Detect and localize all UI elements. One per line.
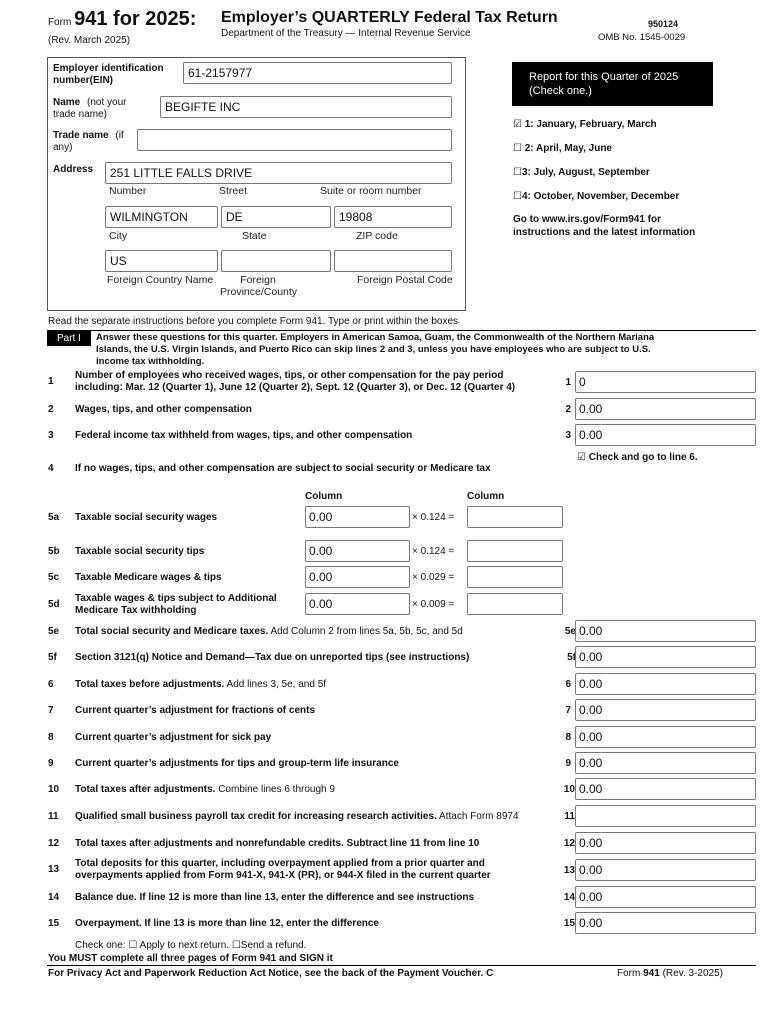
line-2-box-number: 2 [565, 404, 571, 415]
line-6-box-number: 6 [565, 679, 571, 690]
line-14-field[interactable]: 0.00 [575, 886, 756, 908]
line-5b-number: 5b [48, 546, 60, 557]
line-5b-column2[interactable] [467, 540, 563, 562]
line-5d-column2[interactable] [467, 593, 563, 615]
line-5d-text [75, 593, 277, 617]
ein-field[interactable]: 61-2157977 [183, 62, 452, 84]
line-5c-number: 5c [48, 572, 60, 583]
line-5d-text-1: Taxable wages & tips subject to Additional [75, 593, 277, 604]
line-1-number: 1 [48, 376, 54, 387]
line-9-text: Current quarter’s adjustments for tips and group-term life insurance [75, 758, 399, 769]
line-11-number: 11 [48, 811, 59, 822]
quarter-3-label: 3: July, August, September [521, 167, 650, 178]
line-5d-text-2: Medicare Tax withholding [75, 605, 197, 616]
quarter-2-label: 2: April, May, June [524, 143, 612, 154]
footer-form-id [617, 968, 723, 979]
province-field[interactable] [221, 250, 331, 272]
line-5e-box-number: 5e [564, 626, 576, 637]
quarter-4-label: 4: October, November, December [521, 191, 680, 202]
line-7-text: Current quarter’s adjustment for fractions of cents [75, 705, 316, 716]
line-6-normal: Add lines 3, 5e, and 5f [224, 679, 327, 690]
quarter-1-label: 1: January, February, March [524, 119, 657, 130]
line-14-box-number: 14 [563, 892, 575, 903]
line-11-field[interactable] [575, 805, 756, 827]
city-label: City [109, 230, 128, 242]
line-7-box-number: 7 [565, 705, 571, 716]
city-field[interactable]: WILMINGTON [105, 206, 218, 228]
line-12-box-number: 12 [563, 838, 575, 849]
line-5c-multiplier: × 0.029 = [412, 572, 455, 583]
line-13-text [75, 858, 491, 882]
footer-form-num: 941 [643, 968, 660, 979]
main-title: Employer’s QUARTERLY Federal Tax Return [221, 9, 558, 26]
line-4-text: If no wages, tips, and other compensation are subject to social security or Medicare tax [75, 463, 491, 474]
line-1-text-1: Number of employees who received wages, tips, or other compensation for the pay period [75, 370, 504, 381]
line-15-text: Overpayment. If line 13 is more than line 12, enter the difference [75, 918, 379, 929]
foreign-province-label [220, 274, 296, 298]
line-13-box-number: 13 [563, 865, 575, 876]
line-15-box-number: 15 [563, 918, 575, 929]
line-5f-text: Section 3121(q) Notice and Demand—Tax due on unreported tips (see instructions) [75, 652, 470, 663]
goto-line2: instructions and the latest information [513, 227, 696, 238]
postal-field[interactable] [334, 250, 452, 272]
line-10-field[interactable]: 0.00 [575, 778, 756, 800]
trade-name-field[interactable] [137, 129, 452, 151]
line-10-normal: Combine lines 6 through 9 [215, 784, 335, 795]
line-5f-number: 5f [48, 652, 57, 663]
line-7-field[interactable]: 0.00 [575, 699, 756, 721]
line-5d-multiplier: × 0.009 = [412, 599, 455, 610]
line-1-text [75, 370, 515, 394]
line-4-number: 4 [48, 463, 54, 474]
state-label: State [242, 230, 267, 242]
country-field[interactable]: US [105, 250, 218, 272]
street-field[interactable]: 251 LITTLE FALLS DRIVE [105, 162, 452, 184]
suite-label: Suite or room number [320, 185, 422, 197]
form-code: 950124 [648, 19, 679, 29]
line-3-box-number: 3 [565, 430, 571, 441]
line-4-checkbox[interactable]: ☑ Check and go to line 6. [577, 452, 698, 463]
line-5b-text: Taxable social security tips [75, 546, 205, 557]
foreign-postal-label: Foreign Postal Code [357, 274, 453, 286]
line-3-text: Federal income tax withheld from wages, tips, and other compensation [75, 430, 413, 441]
name-label-note: (not your [87, 97, 127, 108]
line-5f-box-number: 5f [567, 652, 576, 663]
line-5e-number: 5e [48, 626, 60, 637]
line-5c-column1[interactable]: 0.00 [305, 566, 410, 588]
line-2-number: 2 [48, 404, 54, 415]
overpayment-check-one[interactable]: Check one: ☐ Apply to next return. ☐Send a refund. [75, 940, 307, 951]
form-prefix: Form [48, 17, 72, 28]
line-5a-column1[interactable]: 0.00 [305, 506, 410, 528]
quarter-option-2[interactable] [513, 143, 612, 154]
quarter-option-4[interactable] [513, 191, 679, 202]
line-3-field[interactable]: 0.00 [575, 424, 756, 446]
goto-instructions [513, 213, 695, 239]
foreign-country-label: Foreign Country Name [107, 274, 214, 286]
trade-label-note2: any) [53, 142, 73, 153]
line-5e-text [75, 626, 463, 638]
name-label [53, 97, 127, 121]
quarter-option-1[interactable] [513, 119, 657, 130]
street-label: Street [219, 185, 248, 197]
state-field[interactable]: DE [221, 206, 331, 228]
line-15-number: 15 [48, 918, 60, 929]
line-11-normal: Attach Form 8974 [436, 811, 519, 822]
line-10-box-number: 10 [563, 784, 575, 795]
line-6-bold: Total taxes before adjustments. [75, 679, 225, 690]
line-8-number: 8 [48, 732, 54, 743]
part1-text [96, 332, 654, 368]
line-5e-normal: Add Column 2 from lines 5a, 5b, 5c, and 5d [268, 626, 463, 637]
part1-text-1: Answer these questions for this quarter. Employers in American Samoa, Guam, the Commonwealth of the Northern Mariana [96, 332, 655, 343]
quarter-4-checkbox[interactable]: ☐ [513, 191, 522, 202]
line-6-number: 6 [48, 679, 54, 690]
line-13-number: 13 [48, 864, 60, 875]
line-10-text [75, 784, 335, 796]
line-5c-column2[interactable] [467, 566, 563, 588]
zip-field[interactable]: 19808 [334, 206, 452, 228]
line-5a-column2[interactable] [467, 506, 563, 528]
form-rev: (Rev. March 2025) [48, 35, 131, 46]
quarter-header-line1: Report for this Quarter of 2025 [529, 71, 679, 83]
line-12-field[interactable]: 0.00 [575, 832, 756, 854]
trade-name-label [53, 130, 124, 154]
line-13-text-1: Total deposits for this quarter, including overpayment applied from a prior quarter and [75, 858, 485, 869]
line-12-number: 12 [48, 838, 60, 849]
line-5d-column1[interactable]: 0.00 [305, 593, 410, 615]
quarter-2-checkbox[interactable]: ☐ [513, 143, 522, 154]
form-header [48, 8, 196, 31]
line-5a-number: 5a [48, 512, 60, 523]
name-label-text: Name [53, 97, 81, 108]
name-field[interactable]: BEGIFTE INC [160, 96, 452, 118]
trade-label-text: Trade name [53, 130, 109, 141]
read-instructions: Read the separate instructions before you complete Form 941. Type or print within the boxes [48, 316, 459, 327]
goto-line1: Go to www.irs.gov/Form941 for [513, 214, 661, 225]
line-5a-multiplier: × 0.124 = [412, 512, 455, 523]
line-5d-number: 5d [48, 599, 60, 610]
line-9-number: 9 [48, 758, 54, 769]
line-11-bold: Qualified small business payroll tax credit for increasing research activities. [75, 811, 437, 822]
line-5c-text: Taxable Medicare wages & tips [75, 572, 222, 583]
line-11-text [75, 811, 519, 823]
line-9-box-number: 9 [565, 758, 571, 769]
department: Department of the Treasury — Internal Revenue Service [221, 28, 471, 39]
quarter-3-checkbox[interactable]: ☐ [513, 167, 522, 178]
line-12-text: Total taxes after adjustments and nonrefundable credits. Subtract line 11 from line 10 [75, 838, 480, 849]
line-7-number: 7 [48, 705, 54, 716]
line-2-field[interactable]: 0.00 [575, 398, 756, 420]
part1-tag: Part I [47, 331, 91, 346]
line-1-box-number: 1 [565, 377, 571, 388]
line-5a-text: Taxable social security wages [75, 512, 218, 523]
must-complete-notice: You MUST complete all three pages of Form 941 and SIGN it [48, 953, 333, 964]
line-10-number: 10 [48, 784, 60, 795]
column-2-header: Column [467, 491, 505, 502]
line-1-field[interactable]: 0 [575, 371, 756, 393]
line-8-text: Current quarter’s adjustment for sick pay [75, 732, 272, 743]
part1-text-2: Islands, the U.S. Virgin Islands, and Puerto Rico can skip lines 2 and 3, unless you have employees who are subject to U.S. [96, 344, 651, 355]
line-6-field[interactable]: 0.00 [575, 673, 756, 695]
line-3-number: 3 [48, 430, 54, 441]
line-14-number: 14 [48, 892, 60, 903]
privacy-notice: For Privacy Act and Paperwork Reduction Act Notice, see the back of the Payment Voucher. C [48, 968, 494, 979]
part1-rule [47, 330, 756, 331]
name-label-note2: trade name) [53, 109, 107, 120]
footer-form-label: Form [617, 968, 641, 979]
address-label: Address [53, 164, 94, 175]
line-10-bold: Total taxes after adjustments. [75, 784, 216, 795]
line-14-text: Balance due. If line 12 is more than line 13, enter the difference and see instructions [75, 892, 475, 903]
line-1-text-2: including: Mar. 12 (Quarter 1), June 12 (Quarter 2), Sept. 12 (Quarter 3), or Dec. 12 (Quarter 4) [75, 382, 516, 393]
line-5b-column1[interactable]: 0.00 [305, 540, 410, 562]
line-6-text [75, 679, 326, 691]
trade-label-note: (if [115, 130, 124, 141]
foreign-province-label-1: Foreign [240, 274, 276, 286]
omb-number: OMB No. 1545-0029 [598, 32, 686, 43]
line-13-field[interactable]: 0.00 [575, 859, 756, 881]
line-5b-multiplier: × 0.124 = [412, 546, 455, 557]
line-15-field[interactable]: 0.00 [575, 912, 756, 934]
foreign-province-label-2: Province/County [220, 286, 298, 298]
quarter-option-3[interactable] [513, 167, 650, 178]
column-1-header: Column [305, 491, 343, 502]
line-5e-field[interactable]: 0.00 [575, 620, 756, 642]
form-title: 941 for 2025: [74, 8, 197, 30]
line-8-field[interactable]: 0.00 [575, 726, 756, 748]
line-8-box-number: 8 [565, 732, 571, 743]
line-2-text: Wages, tips, and other compensation [75, 404, 252, 415]
line-5e-bold: Total social security and Medicare taxes. [75, 626, 269, 637]
ein-label: Employer identification number(EIN) [53, 63, 164, 86]
footer-rule [47, 965, 756, 966]
part1-text-3: income tax withholding. [96, 356, 205, 367]
quarter-header-line2: (Check one.) [529, 85, 592, 97]
line-5f-field[interactable]: 0.00 [575, 646, 756, 668]
line-11-box-number: 11 [564, 811, 575, 822]
quarter-header [512, 62, 713, 106]
number-label: Number [109, 185, 147, 197]
footer-form-rev: (Rev. 3-2025) [662, 968, 723, 979]
zip-label: ZIP code [356, 230, 398, 242]
line-13-text-2: overpayments applied from Form 941-X, 941-X (PR), or 944-X filed in the current quarter [75, 870, 491, 881]
quarter-1-checkbox[interactable]: ☑ [513, 119, 522, 130]
line-9-field[interactable]: 0.00 [575, 752, 756, 774]
